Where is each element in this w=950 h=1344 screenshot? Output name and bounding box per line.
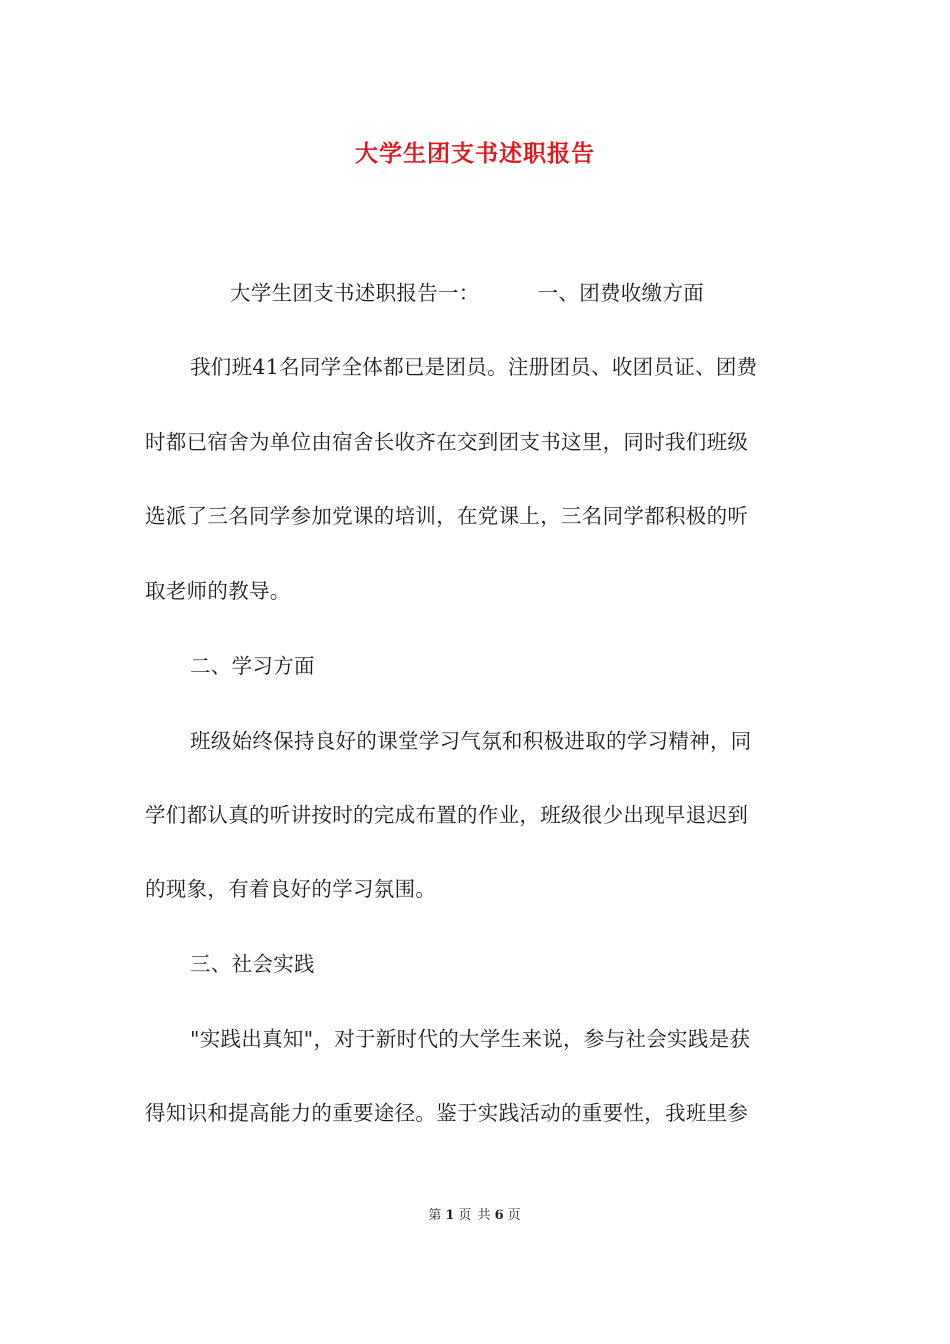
section-heading: 二、学习方面 xyxy=(190,654,315,678)
footer-middle: 页 共 xyxy=(458,1208,492,1223)
paragraph-line: 取老师的教导。 xyxy=(145,579,291,603)
document-title: 大学生团支书述职报告 xyxy=(355,140,595,167)
section-heading: 三、社会实践 xyxy=(190,952,315,976)
footer-prefix: 第 xyxy=(428,1208,443,1223)
page-footer xyxy=(0,1206,950,1226)
paragraph-line: 班级始终保持良好的课堂学习气氛和积极进取的学习精神，同 xyxy=(190,729,752,753)
intro-line xyxy=(230,278,805,308)
paragraph-line: 得知识和提高能力的重要途径。鉴于实践活动的重要性，我班里参 xyxy=(145,1101,749,1125)
total-page-number: 6 xyxy=(494,1208,505,1223)
paragraph-line: "实践出真知"，对于新时代的大学生来说，参与社会实践是获 xyxy=(190,1027,751,1051)
paragraph-line: 时都已宿舍为单位由宿舍长收齐在交到团支书这里，同时我们班级 xyxy=(145,430,749,454)
intro-left-text: 大学生团支书述职报告一： xyxy=(230,281,480,305)
footer-suffix: 页 xyxy=(507,1208,522,1223)
intro-right-text: 一、团费收缴方面 xyxy=(537,281,705,305)
paragraph-line: 的现象，有着良好的学习氛围。 xyxy=(145,877,437,901)
paragraph-line: 选派了三名同学参加党课的培训，在党课上，三名同学都积极的听 xyxy=(145,504,749,528)
paragraph-line: 学们都认真的听讲按时的完成布置的作业，班级很少出现早退迟到 xyxy=(145,803,749,827)
paragraph-line: 我们班41名同学全体都已是团员。注册团员、收团员证、团费 xyxy=(190,355,758,379)
current-page-number: 1 xyxy=(445,1208,456,1223)
